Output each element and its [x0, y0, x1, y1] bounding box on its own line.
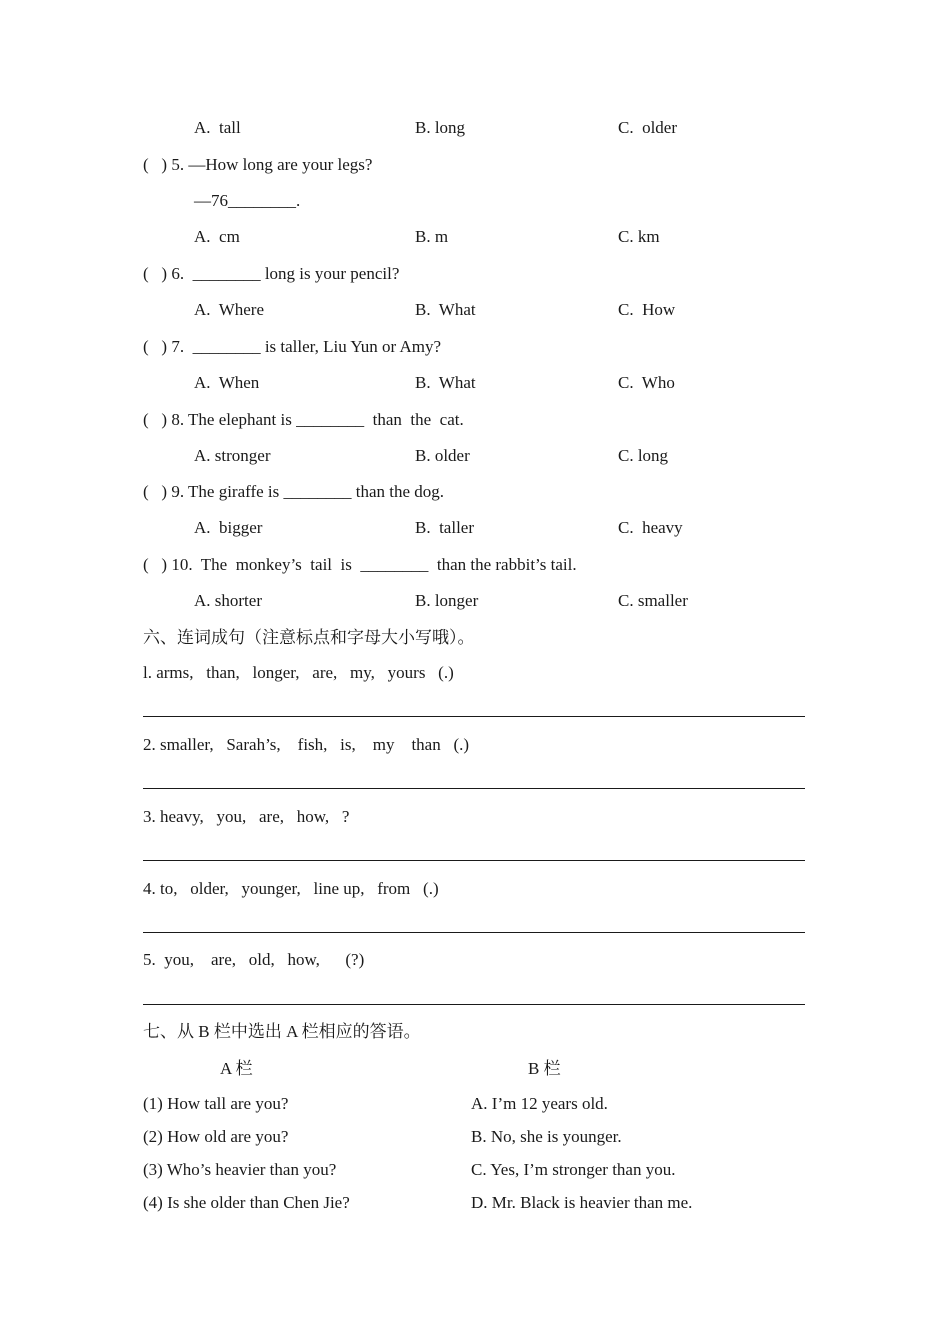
q5-option-c: C. km — [618, 227, 660, 246]
q10-option-b: B. longer — [415, 591, 479, 610]
column-a-header: A 栏 — [220, 1059, 253, 1078]
answer-line-5[interactable] — [143, 1004, 805, 1005]
q5-option-b: B. m — [415, 227, 449, 246]
q6-stem: ( ) 6. ________ long is your pencil? — [143, 264, 400, 283]
column-b-item-3: C. Yes, I’m stronger than you. — [471, 1160, 676, 1179]
q8-option-a: A. stronger — [194, 446, 271, 465]
q10-option-c: C. smaller — [618, 591, 688, 610]
q6-option-a: A. Where — [194, 300, 265, 319]
q5-stem: ( ) 5. —How long are your legs? — [143, 155, 373, 174]
q10-option-a: A. shorter — [194, 591, 262, 610]
column-b-item-1: A. I’m 12 years old. — [471, 1094, 608, 1113]
q8-option-c: C. long — [618, 446, 669, 465]
column-a-item-4: (4) Is she older than Chen Jie? — [143, 1193, 350, 1212]
q7-stem: ( ) 7. ________ is taller, Liu Yun or Amy? — [143, 337, 442, 356]
q6-option-c: C. How — [618, 300, 676, 319]
section6-title: 六、连词成句（注意标点和字母大小写哦）。 — [143, 628, 475, 647]
answer-line-1[interactable] — [143, 716, 805, 717]
section6-item-2: 2. smaller, Sarah’s, fish, is, my than (.) — [143, 735, 470, 754]
q5-option-a: A. cm — [194, 227, 240, 246]
section6-item-5: 5. you, are, old, how, (?) — [143, 950, 365, 969]
answer-line-3[interactable] — [143, 860, 805, 861]
q7-option-b: B. What — [415, 373, 476, 392]
q5-answer-line: —76________. — [194, 191, 301, 210]
column-b-header: B 栏 — [528, 1059, 561, 1078]
q9-option-a: A. bigger — [194, 518, 263, 537]
answer-line-4[interactable] — [143, 932, 805, 933]
q8-option-b: B. older — [415, 446, 470, 465]
column-a-item-1: (1) How tall are you? — [143, 1094, 289, 1113]
column-b-item-4: D. Mr. Black is heavier than me. — [471, 1193, 693, 1212]
q10-stem: ( ) 10. The monkey’s tail is ________ than the rabbit’s tail. — [143, 555, 577, 574]
section6-item-4: 4. to, older, younger, line up, from (.) — [143, 879, 439, 898]
q4-option-a: A. tall — [194, 118, 241, 137]
q7-option-a: A. When — [194, 373, 260, 392]
q4-option-b: B. long — [415, 118, 466, 137]
q6-option-b: B. What — [415, 300, 476, 319]
column-a-item-2: (2) How old are you? — [143, 1127, 289, 1146]
column-b-item-2: B. No, she is younger. — [471, 1127, 622, 1146]
q9-option-c: C. heavy — [618, 518, 683, 537]
answer-line-2[interactable] — [143, 788, 805, 789]
section6-item-3: 3. heavy, you, are, how, ? — [143, 807, 350, 826]
column-a-item-3: (3) Who’s heavier than you? — [143, 1160, 337, 1179]
q9-stem: ( ) 9. The giraffe is ________ than the dog. — [143, 482, 445, 501]
q8-stem: ( ) 8. The elephant is ________ than the cat. — [143, 410, 464, 429]
section7-title: 七、从 B 栏中选出 A 栏相应的答语。 — [143, 1022, 421, 1041]
q4-option-c: C. older — [618, 118, 678, 137]
section6-item-1: l. arms, than, longer, are, my, yours (.) — [143, 663, 454, 682]
q9-option-b: B. taller — [415, 518, 475, 537]
q7-option-c: C. Who — [618, 373, 675, 392]
